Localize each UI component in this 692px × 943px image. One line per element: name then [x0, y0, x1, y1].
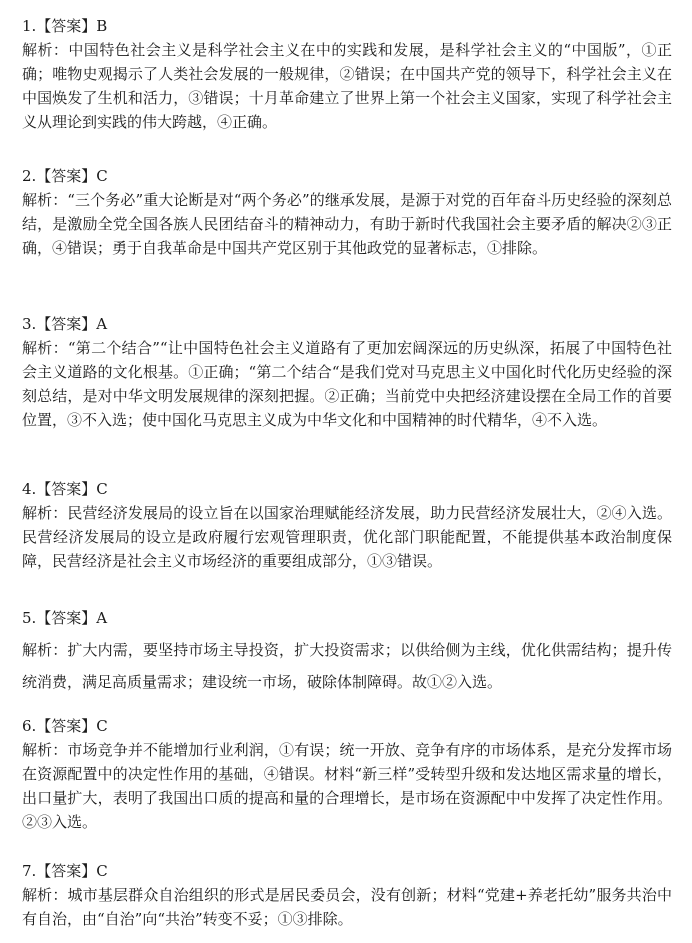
- answer-item-5: [22, 606, 672, 698]
- answer-item-6: [22, 714, 672, 834]
- answer-item-7: [22, 859, 672, 931]
- answer-heading: 1.【答案】B: [22, 17, 108, 35]
- answer-analysis: 解析：扩大内需，要坚持市场主导投资，扩大投资需求；以供给侧为主线，优化供需结构；提升传统消费，满足高质量需求；建设统一市场，破除体制障碍。故①②入选。: [22, 641, 672, 691]
- answer-heading: 3.【答案】A: [22, 315, 108, 333]
- answer-analysis: 解析：“第二个结合”“让中国特色社会主义道路有了更加宏阔深远的历史纵深，拓展了中国特色社会主义道路的文化根基。①正确；“第二个结合“是我们党对马克思主义中国化时代化历史经验的深刻总结，是对中华文明发展规律的深刻把握。②正确；当前党中央把经济建设摆在全局工作的首要位置，③不入选；使中国化马克思主义成为中华文化和中国精神的时代精华，④不入选。: [22, 339, 672, 429]
- answer-analysis: 解析：“三个务必”重大论断是对“两个务必”的继承发展，是源于对党的百年奋斗历史经验的深刻总结，是激励全党全国各族人民团结奋斗的精神动力，有助于新时代我国社会主要矛盾的解决②③正确，④错误；勇于自我革命是中国共产党区别于其他政党的显著标志，①排除。: [22, 191, 672, 257]
- answer-heading: 7.【答案】C: [22, 862, 108, 880]
- answer-heading: 6.【答案】C: [22, 717, 108, 735]
- answer-heading: 4.【答案】C: [22, 480, 108, 498]
- answer-item-1: [22, 14, 672, 134]
- answer-analysis: 解析：中国特色社会主义是科学社会主义在中的实践和发展，是科学社会主义的“中国版”，①正确；唯物史观揭示了人类社会发展的一般规律，②错误；在中国共产党的领导下，科学社会主义在中国焕发了生机和活力，③错误；十月革命建立了世界上第一个社会主义国家，实现了科学社会主义从理论到实践的伟大跨越，④正确。: [22, 41, 672, 131]
- answer-analysis: 解析：市场竞争并不能增加行业利润，①有误；统一开放、竞争有序的市场体系，是充分发挥市场在资源配置中的决定性作用的基础，④错误。材料“新三样”受转型升级和发达地区需求量的增长，出口量扩大，表明了我国出口质的提高和量的合理增长，是市场在资源配中中发挥了决定性作用。②③入选。: [22, 741, 672, 831]
- answer-heading: 5.【答案】A: [22, 609, 108, 627]
- answer-item-3: [22, 312, 672, 432]
- answer-analysis: 解析：民营经济发展局的设立旨在以国家治理赋能经济发展，助力民营经济发展壮大，②④入选。民营经济发展局的设立是政府履行宏观管理职责，优化部门职能配置，不能提供基本政治制度保障，民营经济是社会主义市场经济的重要组成部分，①③错误。: [22, 504, 672, 570]
- answer-heading: 2.【答案】C: [22, 167, 108, 185]
- answer-item-4: [22, 477, 672, 573]
- answer-item-2: [22, 164, 672, 260]
- answer-analysis: 解析：城市基层群众自治组织的形式是居民委员会，没有创新；材料“党建+养老托幼”服务共治中有自治，由“自治”向“共治”转变不妥；①③排除。: [22, 886, 672, 928]
